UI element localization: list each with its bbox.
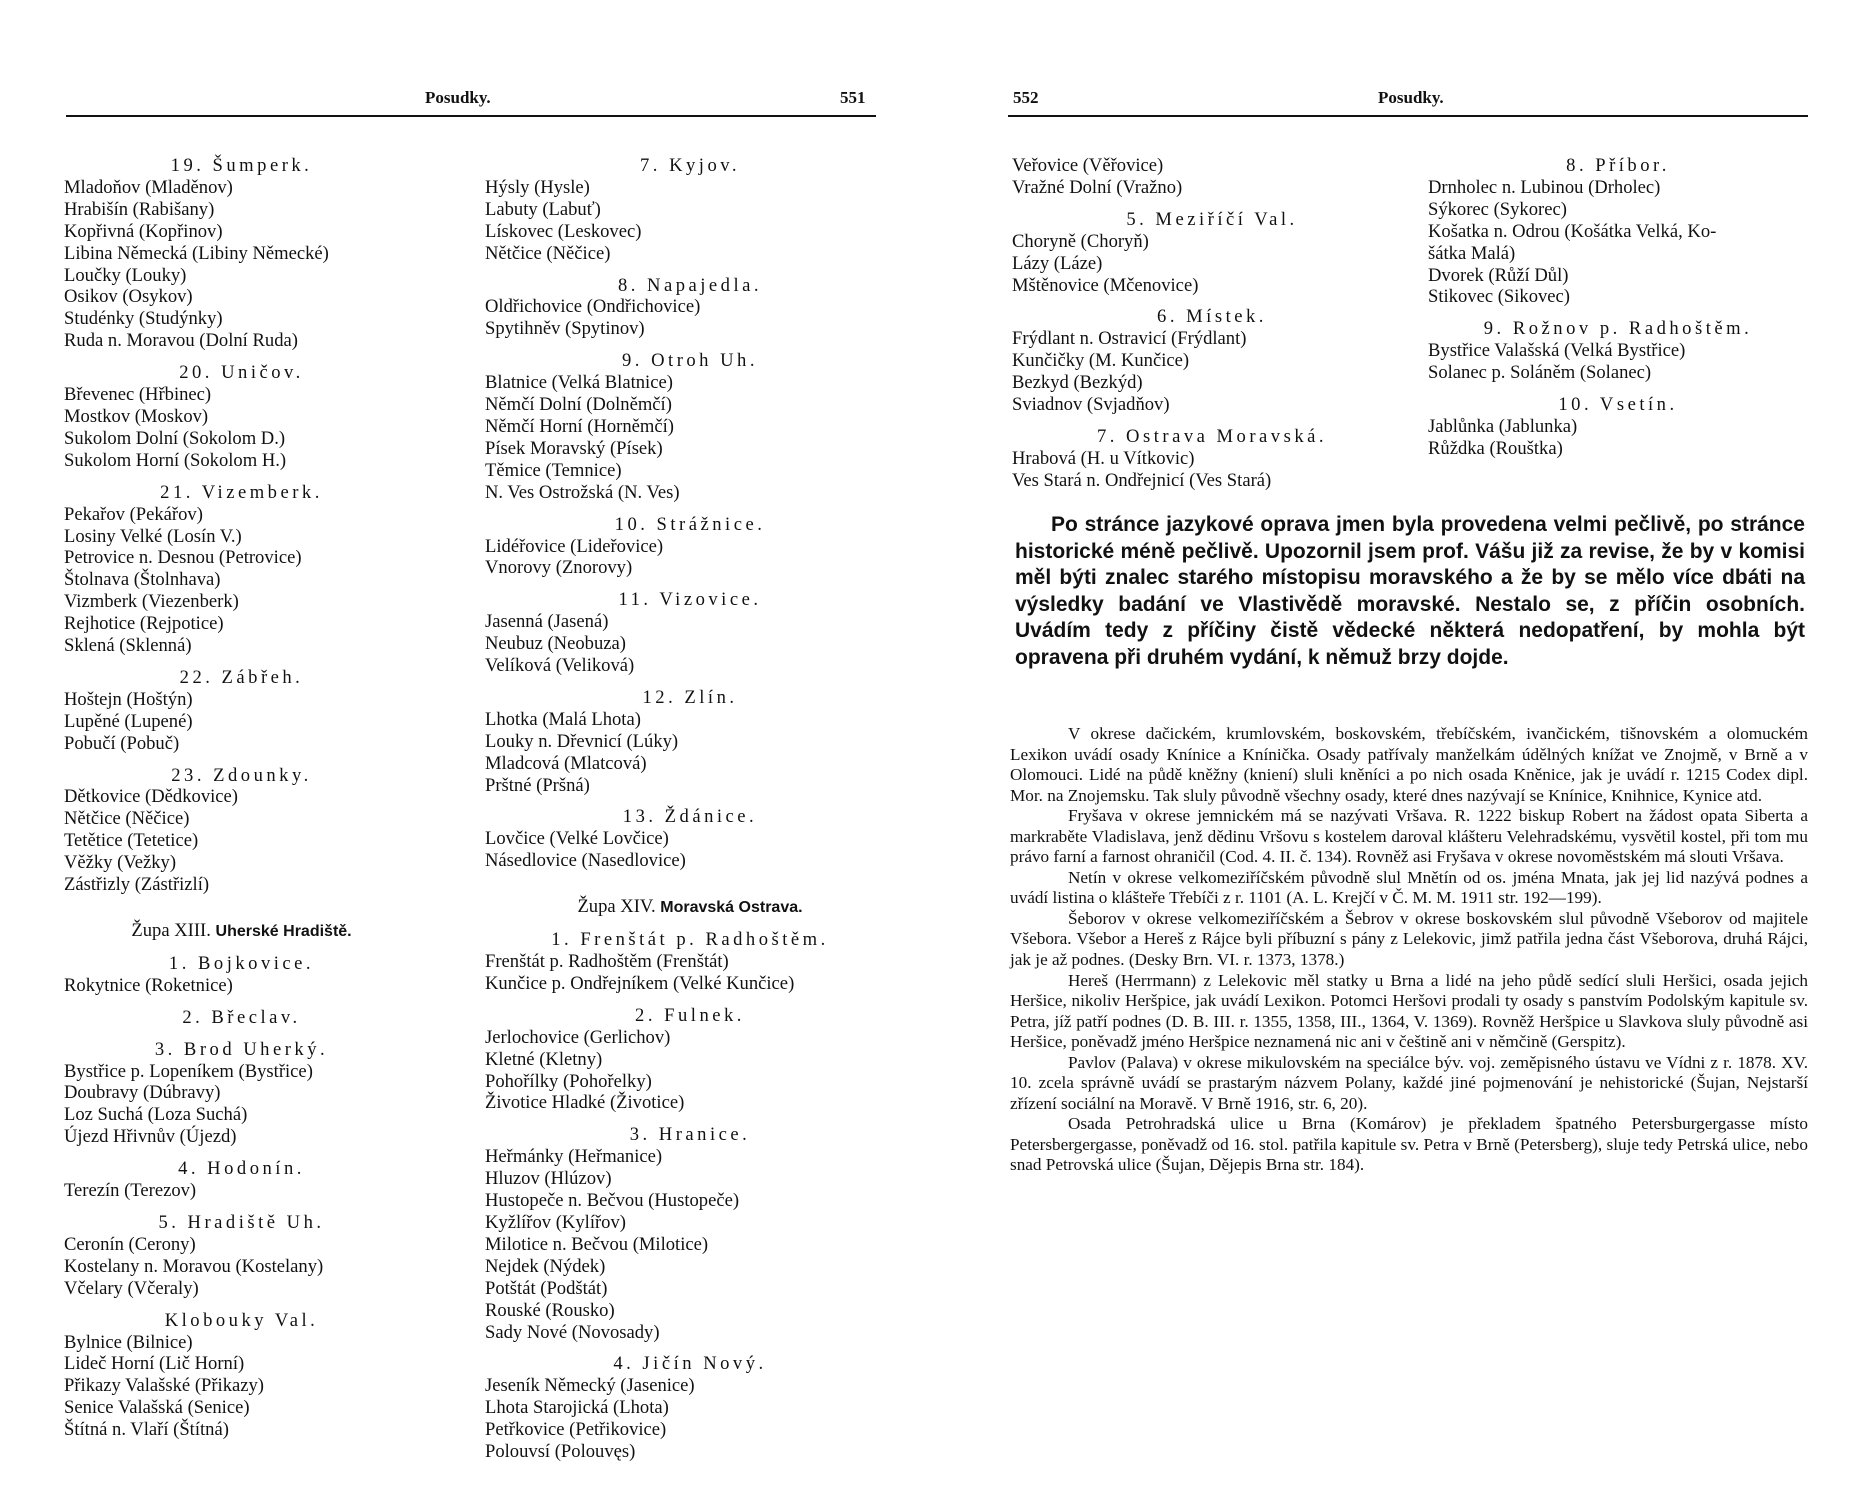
place-entry: Břevenec (Hřbinec) [64, 384, 212, 406]
running-head: Posudky. [425, 88, 491, 107]
place-entry: Štítná n. Vlaří (Štítná) [64, 1419, 229, 1441]
district-heading: 8. Napajedla. [617, 274, 763, 296]
district-heading: Klobouky Val. [164, 1309, 319, 1331]
place-entry: Libina Německá (Libiny Německé) [64, 242, 329, 264]
district-heading: 7. Kyjov. [639, 155, 741, 176]
district-heading: 4. Hodonín. [178, 1158, 305, 1180]
place-entry: Dětkovice (Dědkovice) [64, 786, 238, 808]
place-entry: Bystřice Valašská (Velká Bystřice) [1428, 340, 1686, 362]
place-entry: N. Ves Ostrožská (N. Ves) [485, 481, 680, 503]
place-entry: Heřmánky (Heřmanice) [485, 1146, 663, 1168]
district-heading: 3. Hranice. [629, 1124, 751, 1146]
place-entry: Lískovec (Leskovec) [485, 220, 642, 242]
place-entry: Drnholec n. Lubinou (Drholec) [1428, 176, 1661, 198]
left-column-1 [64, 155, 419, 1441]
place-entry: Louky n. Dřevnicí (Lúky) [485, 730, 679, 752]
body-paragraph: Hereš (Herrmann) z Lelekovic měl statky u Brna a lidé na jeho půdě sedící sluli Heršici, osada jejich Heršice, nikoliv Heršpice, jak uvádí Lexikon. Potomci Heršovi prodali ty osady s panstvím Podolským kapitule sv. Petra, jíž patří podnes (D. B. III. r. 1355, 1358, III., 1364, V. 1369). Rovněž Heršpice u Slavkova sluly původně asi Heršice, poněvadž jméno Heršpice neznamená nic ani v češtině ani v němčině (Gerspitz). [1010, 970, 1808, 1052]
place-entry: Osikov (Osykov) [64, 286, 193, 308]
place-entry: Košatka n. Odrou (Košátka Velká, Ko- [1428, 220, 1717, 242]
body-paragraph: Fryšava v okrese jemnickém má se nazývati Vršava. R. 1222 biskup Robert na žádost opata Siberta a markraběte Vladislava, jenž dědinu Vršovu s kostelem daroval klášteru Velehradskému, vysvětil kostel, při tom mu právo farní a farnost ohraničil (Cod. 4. II. č. 134). Rovněž asi Fryšava v okrese novoměstském má slouti Vršava. [1010, 806, 1808, 867]
district-heading: 10. Vsetín. [1558, 394, 1678, 416]
place-entry: Nětčice (Něčice) [64, 808, 190, 830]
place-entry: Kostelany n. Moravou (Kostelany) [64, 1255, 324, 1277]
place-entry: Pekařov (Pekářov) [64, 503, 203, 525]
place-entry: Bystřice p. Lopeníkem (Bystřice) [64, 1060, 313, 1082]
place-entry: Frýdlant n. Ostravicí (Frýdlant) [1012, 328, 1247, 350]
place-entry: Loučky (Louky) [64, 264, 187, 286]
place-entry: Lupěné (Lupené) [64, 710, 193, 732]
district-heading: 5. Meziříčí Val. [1126, 208, 1298, 230]
district-heading: 4. Jičín Nový. [613, 1353, 767, 1375]
place-entry: Ceronín (Cerony) [64, 1233, 196, 1255]
place-entry: Vražné Dolní (Vražno) [1012, 176, 1183, 198]
place-entry: Solanec p. Soláněm (Solanec) [1428, 362, 1652, 384]
place-entry: Neubuz (Neobuza) [485, 633, 626, 655]
place-entry: Sklená (Sklenná) [64, 635, 192, 657]
place-entry: Rouské (Rousko) [485, 1299, 615, 1321]
place-entry: Sukolom Horní (Sokolom H.) [64, 449, 287, 471]
place-entry: Věžky (Vežky) [64, 852, 177, 874]
place-entry: Mostkov (Moskov) [64, 405, 209, 427]
place-entry: Kunčice p. Ondřejníkem (Velké Kunčice) [485, 972, 795, 994]
place-entry: Loz Suchá (Loza Suchá) [64, 1104, 248, 1126]
place-entry: Tetětice (Tetetice) [64, 830, 199, 852]
place-entry: Nětčice (Něčice) [485, 242, 611, 264]
body-paragraph: Pavlov (Palava) v okrese mikulovském na speciálce býv. voj. zeměpisného ústavu ve Vídni z r. 1878. XV. 10. zcela správně uvádí se prastarým názvem Polany, každé jiné pojmenování je nehistorické (Šujan, Nejstarší zřízení sociální na Moravě. V Brně 1916, str. 6, 20). [1010, 1052, 1808, 1113]
place-entry: Hoštejn (Hoštýn) [64, 688, 193, 710]
place-entry: Zástřizly (Zástřizlí) [64, 874, 210, 896]
body-paragraph: V okrese dačickém, krumlovském, boskovském, třebíčském, ivančickém, tišnovském a olomuckém Lexikon uvádí osady Knínice a Knínička. Osady patřívaly manželkám údělných knížat ve Znojmě, v Brně a v Olomouci. Lidé na půdě kněžny (kniení) sluli kněníci a po nich osada Kněnice, jak je uvádí r. 1215 Codex dipl. Mor. na Znojemsku. Tak sluly původně všechny osady, které dnes nazývají se Knínice, Knihnice, Kynice atd. [1010, 724, 1808, 805]
place-entry: Lidéřovice (Lideřovice) [485, 535, 664, 557]
place-entry: Ruda n. Moravou (Dolní Ruda) [64, 330, 298, 352]
place-entry: Vnorovy (Znorovy) [485, 557, 633, 579]
body-paragraph: Osada Petrohradská ulice u Brna (Komárov) je překladem špatného Petersburgergasse místo Petersbergergasse, poněvadž od 16. stol. patřila kapitule sv. Petra v Brně (Petersberg), sluje tedy Petrská ulice, nebo snad Petrovská ulice (Šujan, Dějepis Brna str. 184). [1010, 1114, 1808, 1175]
place-entry: Mladoňov (Mladěnov) [64, 176, 233, 198]
district-heading: 7. Ostrava Moravská. [1096, 425, 1328, 447]
place-entry: Hrabová (H. u Vítkovic) [1012, 447, 1195, 469]
district-heading: 5. Hradiště Uh. [158, 1211, 325, 1233]
left-column-2 [485, 155, 895, 1463]
place-entry: Hluzov (Hlúzov) [485, 1168, 612, 1190]
place-entry: Štolnava (Štolnhava) [64, 569, 221, 591]
place-entry: Petrovice n. Desnou (Petrovice) [64, 547, 302, 569]
right-column-2 [1428, 155, 1808, 460]
place-entry: Lovčice (Velké Lovčice) [485, 828, 669, 850]
place-entry: Kletné (Kletny) [485, 1048, 603, 1070]
place-entry: šátka Malá) [1428, 242, 1516, 264]
district-heading: 19. Šumperk. [170, 155, 313, 176]
place-entry: Veřovice (Věřovice) [1012, 155, 1164, 176]
place-entry: Včelary (Včeraly) [64, 1277, 199, 1299]
place-entry: Blatnice (Velká Blatnice) [485, 372, 673, 394]
place-entry: Vizmberk (Viezenberk) [64, 591, 239, 613]
place-entry: Lázy (Láze) [1012, 252, 1103, 274]
place-entry: Labuty (Labuť) [485, 198, 601, 220]
place-entry: Násedlovice (Nasedlovice) [485, 850, 686, 872]
district-heading: 1. Frenštát p. Radhoštěm. [551, 929, 829, 951]
place-entry: Mštěnovice (Mčenovice) [1012, 274, 1199, 296]
place-entry: Sukolom Dolní (Sokolom D.) [64, 427, 286, 449]
place-entry: Ves Stará n. Ondřejnicí (Ves Stará) [1012, 469, 1272, 491]
header-rule [1008, 115, 1808, 117]
place-entry: Sviadnov (Svjadňov) [1012, 394, 1170, 416]
place-entry: Jeseník Německý (Jasenice) [485, 1375, 695, 1397]
district-heading: 2. Břeclav. [182, 1006, 301, 1028]
page-number: 551 [840, 88, 866, 107]
place-entry: Frenštát p. Radhoštěm (Frenštát) [485, 951, 729, 972]
place-entry: Milotice n. Bečvou (Milotice) [485, 1233, 709, 1255]
place-entry: Studénky (Studýnky) [64, 308, 223, 330]
place-entry: Spytihněv (Spytinov) [485, 318, 645, 340]
place-entry: Kyžlířov (Kylířov) [485, 1211, 626, 1233]
zupa-heading: Župa XIV. Moravská Ostrava. [577, 896, 803, 918]
right-column-1 [1012, 155, 1412, 492]
place-entry: Sady Nové (Novosady) [485, 1321, 660, 1343]
district-heading: 22. Zábřeh. [179, 666, 304, 688]
district-heading: 2. Fulnek. [635, 1004, 745, 1026]
district-heading: 6. Místek. [1157, 306, 1267, 328]
place-entry: Újezd Hřivnův (Újezd) [64, 1126, 237, 1148]
place-entry: Senice Valašská (Senice) [64, 1397, 250, 1419]
body-paragraph: Netín v okrese velkomeziříčském původně slul Mnětín od os. jména Mnata, jak jej lid nazývá podnes a uvádí listina o klášteře Třebíči z r. 1101 (A. L. Krejčí v Č. M. M. 1911 str. 192—199). [1010, 867, 1808, 908]
place-entry: Hrabišín (Rabišany) [64, 198, 215, 220]
district-heading: 9. Rožnov p. Radhoštěm. [1483, 318, 1753, 340]
place-entry: Němčí Dolní (Dolněmčí) [485, 394, 672, 416]
place-entry: Těmice (Temnice) [485, 459, 622, 481]
district-heading: 12. Zlín. [642, 686, 738, 708]
place-entry: Pobučí (Pobuč) [64, 732, 180, 754]
place-entry: Přikazy Valašské (Přikazy) [64, 1375, 265, 1397]
district-heading: 8. Příbor. [1566, 155, 1670, 176]
place-entry: Jerlochovice (Gerlichov) [485, 1026, 671, 1048]
place-entry: Rejhotice (Rejpotice) [64, 613, 224, 635]
place-entry: Němčí Horní (Horněmčí) [485, 415, 674, 437]
place-entry: Jasenná (Jasená) [485, 611, 609, 633]
district-heading: 20. Uničov. [179, 362, 304, 384]
place-entry: Růždka (Rouštka) [1428, 437, 1563, 459]
district-heading: 10. Strážnice. [614, 513, 766, 535]
district-heading: 9. Otroh Uh. [622, 350, 758, 372]
place-entry: Terezín (Terezov) [64, 1180, 197, 1202]
place-entry: Životice Hladké (Životice) [485, 1092, 685, 1114]
header-rule [66, 115, 876, 117]
place-entry: Hustopeče n. Bečvou (Hustopeče) [485, 1190, 740, 1212]
place-entry: Bezkyd (Bezkýd) [1012, 372, 1143, 394]
body-paragraph: Šeborov v okrese velkomeziříčském a Šebrov v okrese boskovském slul původně Všeborov od majitele Všebora. Všebor a Hereš z Rájce byli příbuzní s pány z Lelekovic, jimž patřila jedna část Všeborova, druhá Rájci, jak je až podnes. (Desky Brn. VI. r. 1373, 1378.) [1010, 908, 1808, 970]
place-entry: Lhotka (Malá Lhota) [485, 708, 641, 730]
place-entry: Velíková (Veliková) [485, 655, 635, 677]
page-number: 552 [1013, 88, 1039, 107]
review-note: Po stránce jazykové oprava jmen byla provedena velmi pečlivě, po stránce historické méně pečlivě. Upozornil jsem prof. Vášu již za revise, že by v komisi měl býti znalec starého místopisu moravského a že by se mělo více dbáti na výsledky badání ve Vlastivědě moravské. Nestalo se, z příčin osobních. Uvádím tedy z příčiny čistě vědecké některá nedopatření, by mohla být opravena při druhém vydání, k němuž brzy dojde. [1015, 513, 1805, 669]
place-entry: Doubravy (Dúbravy) [64, 1082, 221, 1104]
place-entry: Lideč Horní (Lič Horní) [64, 1353, 245, 1375]
district-heading: 3. Brod Uherký. [154, 1038, 329, 1060]
place-entry: Sýkorec (Sykorec) [1428, 198, 1567, 220]
district-heading: 13. Ždánice. [622, 806, 758, 828]
place-entry: Rokytnice (Roketnice) [64, 974, 233, 996]
place-entry: Mladcová (Mlatcová) [485, 752, 647, 774]
place-entry: Prštné (Pršná) [485, 774, 590, 796]
place-entry: Losiny Velké (Losín V.) [64, 525, 242, 547]
place-entry: Lhota Starojická (Lhota) [485, 1397, 669, 1419]
place-entry: Písek Moravský (Písek) [485, 437, 663, 459]
place-entry: Oldřichovice (Ondřichovice) [485, 296, 701, 318]
place-entry: Polouvsí (Polouvęs) [485, 1441, 636, 1463]
place-entry: Kunčičky (M. Kunčice) [1012, 350, 1190, 372]
district-heading: 23. Zdounky. [171, 764, 312, 786]
place-entry: Bylnice (Bilnice) [64, 1331, 193, 1353]
place-entry: Potštát (Podštát) [485, 1277, 608, 1299]
left-page [0, 0, 920, 1501]
review-body [1010, 724, 1808, 1176]
place-entry: Hýsly (Hysle) [485, 176, 590, 198]
district-heading: 1. Bojkovice. [168, 952, 315, 974]
right-page [920, 0, 1866, 1501]
place-entry: Jablůnka (Jablunka) [1428, 415, 1578, 437]
district-heading: 21. Vizemberk. [160, 481, 323, 503]
place-entry: Choryně (Choryň) [1012, 230, 1149, 252]
place-entry: Pohořílky (Pohořelky) [485, 1070, 652, 1092]
place-entry: Nejdek (Nýdek) [485, 1255, 606, 1277]
place-entry: Kopřivná (Kopřinov) [64, 220, 223, 242]
running-head: Posudky. [1378, 88, 1444, 107]
place-entry: Petřkovice (Petřikovice) [485, 1419, 667, 1441]
place-entry: Dvorek (Růží Důl) [1428, 264, 1569, 286]
place-entry: Stikovec (Sikovec) [1428, 286, 1571, 308]
district-heading: 11. Vizovice. [618, 589, 762, 611]
zupa-heading: Župa XIII. Uherské Hradiště. [131, 920, 352, 941]
